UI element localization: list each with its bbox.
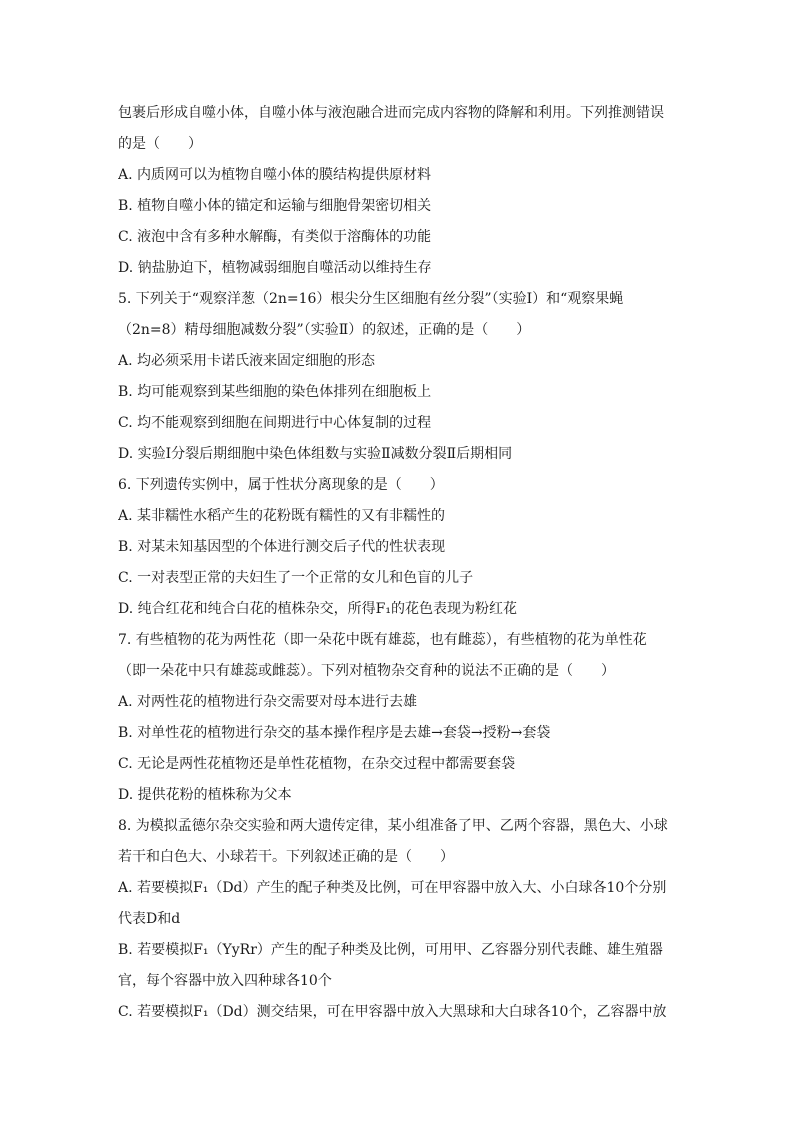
option-line: 官，每个容器中放入四种球各10个 bbox=[118, 973, 332, 989]
option-line: A. 内质网可以为植物自噬小体的膜结构提供原材料 bbox=[118, 167, 432, 183]
option-line: C. 一对表型正常的夫妇生了一个正常的女儿和色盲的儿子 bbox=[118, 570, 474, 586]
option-line: B. 植物自噬小体的锚定和运输与细胞骨架密切相关 bbox=[118, 198, 432, 214]
option-line: D. 提供花粉的植株称为父本 bbox=[118, 787, 292, 803]
option-line: A. 对两性花的植物进行杂交需要对母本进行去雄 bbox=[118, 694, 418, 710]
question-line: 若干和白色大、小球若干。下列叙述正确的是（ ） bbox=[118, 849, 454, 865]
option-line: D. 实验Ⅰ分裂后期细胞中染色体组数与实验Ⅱ减数分裂Ⅱ后期相同 bbox=[118, 446, 513, 462]
option-line: A. 若要模拟F₁（Dd）产生的配子种类及比例，可在甲容器中放入大、小白球各10个分别 bbox=[118, 880, 667, 896]
question-line: 7. 有些植物的花为两性花（即一朵花中既有雄蕊，也有雌蕊），有些植物的花为单性花 bbox=[118, 632, 647, 648]
option-line: 代表D和d bbox=[118, 911, 181, 927]
option-line: C. 均不能观察到细胞在间期进行中心体复制的过程 bbox=[118, 415, 432, 431]
option-line: D. 纯合红花和纯合白花的植株杂交，所得F₁的花色表现为粉红花 bbox=[118, 601, 517, 617]
option-line: D. 钠盐胁迫下，植物减弱细胞自噬活动以维持生存 bbox=[118, 260, 432, 276]
text-line: 的是（ ） bbox=[118, 136, 202, 152]
option-line: B. 对某未知基因型的个体进行测交后子代的性状表现 bbox=[118, 539, 446, 555]
text-line: 包裹后形成自噬小体，自噬小体与液泡融合进而完成内容物的降解和利用。下列推测错误 bbox=[118, 105, 664, 121]
question-line: 5. 下列关于“观察洋葱（2n=16）根尖分生区细胞有丝分裂”（实验Ⅰ）和“观察果蝇 bbox=[118, 291, 624, 307]
option-line: C. 若要模拟F₁（Dd）测交结果，可在甲容器中放入大黑球和大白球各10个，乙容器中放 bbox=[118, 1004, 667, 1020]
option-line: B. 若要模拟F₁（YyRr）产生的配子种类及比例，可用甲、乙容器分别代表雌、雄生殖器 bbox=[118, 942, 663, 958]
question-line: （即一朵花中只有雄蕊或雌蕊）。下列对植物杂交育种的说法不正确的是（ ） bbox=[118, 663, 615, 679]
question-line: 6. 下列遗传实例中，属于性状分离现象的是（ ） bbox=[118, 477, 444, 493]
option-line: C. 液泡中含有多种水解酶，有类似于溶酶体的功能 bbox=[118, 229, 432, 245]
question-line: （2n=8）精母细胞减数分裂”（实验Ⅱ）的叙述，正确的是（ ） bbox=[118, 322, 531, 338]
option-line: A. 某非糯性水稻产生的花粉既有糯性的又有非糯性的 bbox=[118, 508, 446, 524]
option-line: B. 均可能观察到某些细胞的染色体排列在细胞板上 bbox=[118, 384, 432, 400]
option-line: A. 均必须采用卡诺氏液来固定细胞的形态 bbox=[118, 353, 376, 369]
option-line: C. 无论是两性花植物还是单性花植物，在杂交过程中都需要套袋 bbox=[118, 756, 516, 772]
question-line: 8. 为模拟孟德尔杂交实验和两大遗传定律，某小组准备了甲、乙两个容器，黑色大、小球 bbox=[118, 818, 668, 834]
option-line: B. 对单性花的植物进行杂交的基本操作程序是去雄→套袋→授粉→套袋 bbox=[118, 725, 551, 741]
